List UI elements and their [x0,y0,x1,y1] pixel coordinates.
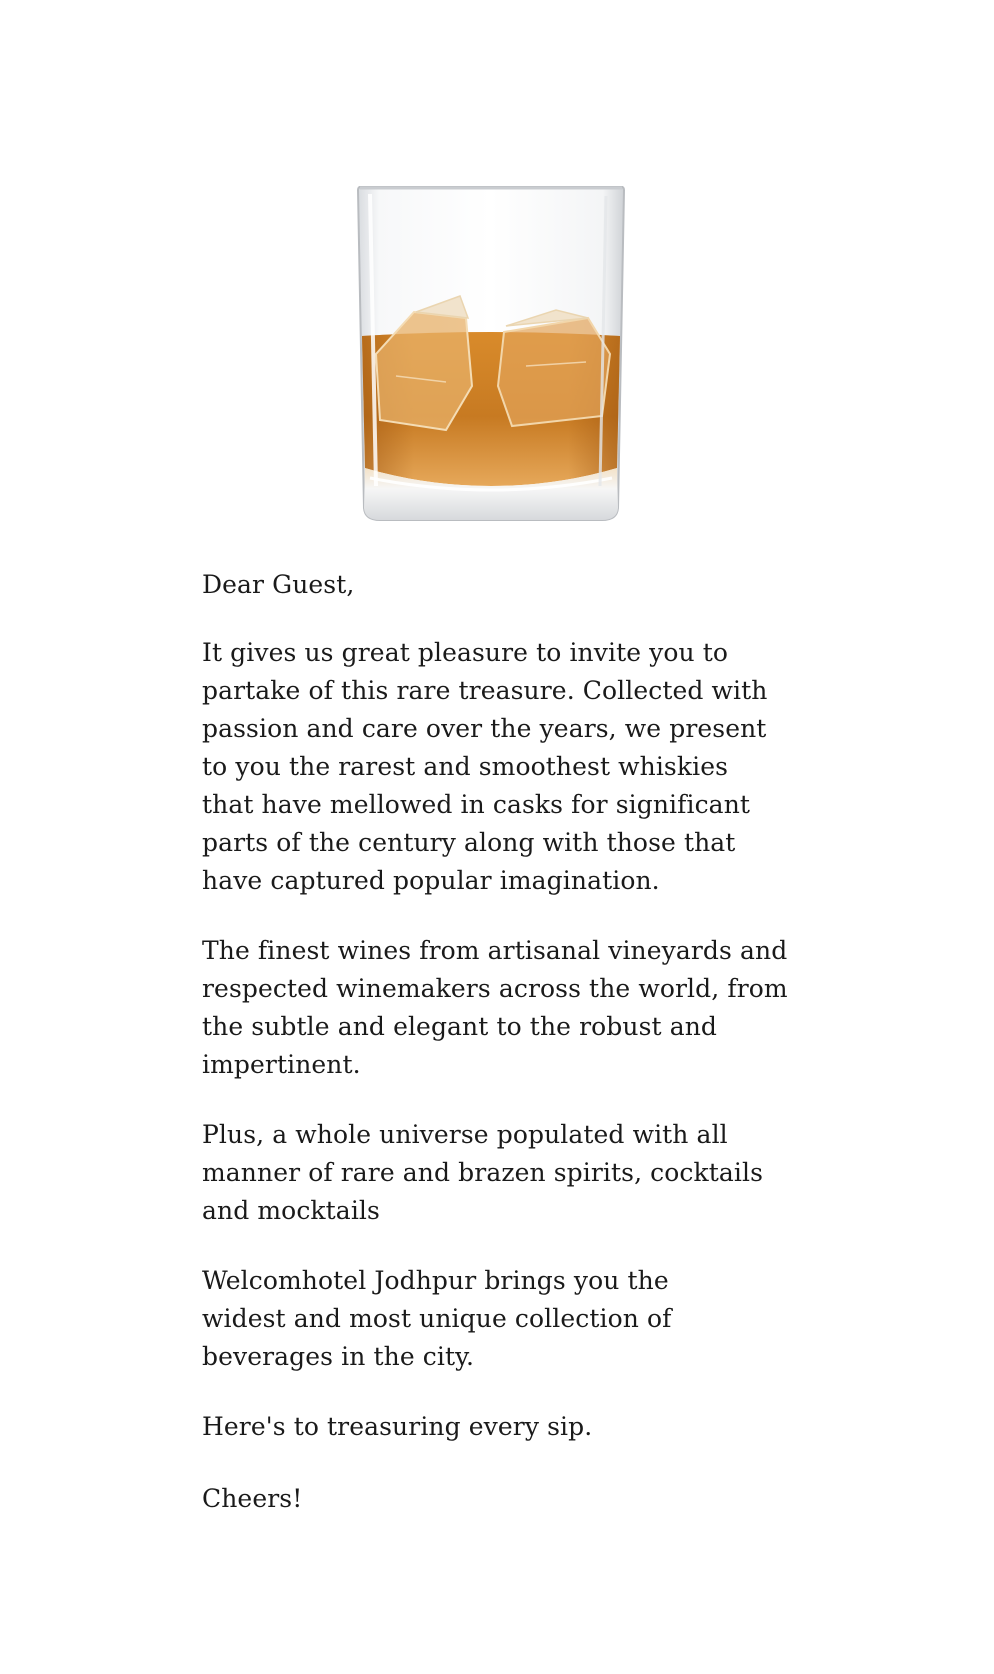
whisky-glass-illustration [356,186,626,526]
paragraph-wines: The finest wines from artisanal vineyards and respected winemakers across the world, from the subtle and elegant to the robust and impertinent. [202,936,788,1079]
sign-off: Cheers! [202,1484,303,1513]
paragraph-invitation: It gives us great pleasure to invite you to partake of this rare treasure. Collected with passion and care over the years, we present to you the rarest and smoothest whiskies that have mellowed in casks for significant parts of the century along with those that have captured popular imagination. [202,638,768,895]
paragraph-hotel: Welcomhotel Jodhpur brings you the widest and most unique collection of beverages in the city. [202,1266,672,1371]
toast-line: Here's to treasuring every sip. [202,1412,593,1441]
whisky-glass-icon [356,186,626,526]
salutation: Dear Guest, [202,570,355,599]
invitation-letter [202,566,842,1518]
paragraph-spirits: Plus, a whole universe populated with all manner of rare and brazen spirits, cocktails and mocktails [202,1120,764,1225]
